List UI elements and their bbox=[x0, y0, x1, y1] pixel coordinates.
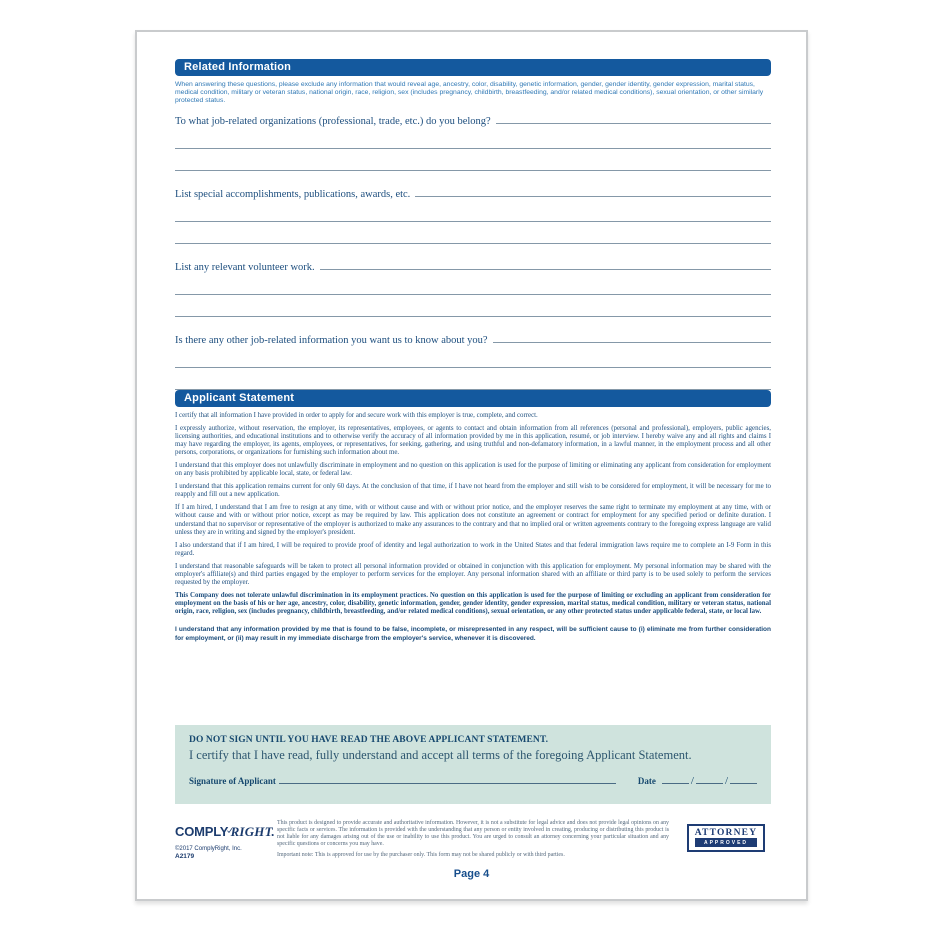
date-month-line bbox=[662, 774, 689, 784]
question-label: List special accomplishments, publications, awards, etc. bbox=[175, 189, 411, 201]
statement-paragraph: I also understand that if I am hired, I will be required to provide proof of identity and legal authorization to work in the United States and that federal immigration laws require me to complete an I-9 Form in this regard. bbox=[175, 541, 771, 557]
signature-label: Signature of Applicant bbox=[189, 776, 276, 786]
answer-line bbox=[175, 149, 771, 171]
important-note: Important note: This is approved for use by the purchaser only. This form may not be shared publicly or with third parties. bbox=[277, 852, 565, 858]
form-number: A2179 bbox=[175, 853, 195, 860]
answer-line bbox=[175, 127, 771, 149]
date-slash: / bbox=[724, 775, 728, 787]
questions bbox=[175, 113, 771, 390]
certify-statement: I certify that I have read, fully understand and accept all terms of the foregoing Applicant Statement. bbox=[189, 748, 692, 762]
badge-attorney-text: ATTORNEY bbox=[694, 828, 758, 838]
signature-box bbox=[175, 725, 771, 804]
attorney-approved-badge bbox=[687, 824, 765, 852]
applicant-statement-section bbox=[175, 390, 771, 648]
answer-line bbox=[175, 222, 771, 244]
question-row bbox=[175, 332, 771, 346]
statement-paragraph: I understand that any information provided by me that is found to be false, incomplete, or misrepresented in any respect, will be sufficient cause to (i) eliminate me from further consideration for employment, or (ii) may result in my immediate discharge from the employer's service, whenever it is discovered. bbox=[175, 626, 771, 642]
legal-disclaimer bbox=[277, 820, 669, 859]
answer-line bbox=[415, 186, 771, 197]
copyright-text: ©2017 ComplyRight, Inc. bbox=[175, 846, 242, 852]
answer-line bbox=[175, 273, 771, 295]
statement-paragraph: If I am hired, I understand that I am free to resign at any time, with or without cause and with or without prior notice, and the employer reserves the same right to terminate my employment at any time, with or without cause and with or without prior notice, except as may be required by law. This application does not constitute an agreement or contract for employment for any specified period or definite duration. I understand that no supervisor or representative of the employer is authorized to make any assurances to the contrary and that no implied oral or written agreements contrary to the foregoing express language are valid unless they are in writing and signed by the employer's president. bbox=[175, 504, 771, 536]
logo-text-right: RIGHT. bbox=[230, 824, 275, 839]
signature-line bbox=[279, 774, 616, 784]
complyright-logo bbox=[175, 821, 275, 860]
statement-paragraph: I understand that this employer does not unlawfully discriminate in employment and no question on this application is used for the purpose of limiting or eliminating any applicant from consideration for employment on any basis prohibited by applicable local, state, or federal law. bbox=[175, 462, 771, 478]
statement-paragraph: I expressly authorize, without reservation, the employer, its representatives, employees, or agents to contact and obtain information from all references (personal and professional), employers, public agencies, licensing authorities, and educational institutions and to otherwise verify the accuracy of all information provided by me in this application, resumé, or job interview. I hereby waive any and all rights and claims I may have regarding the employer, its agents, employees, or representatives, for seeking, gathering, and using truthful and non-defamatory information, in a lawful manner, in the employment process and all other persons, corporations, or organizations for furnishing such information about me. bbox=[175, 424, 771, 457]
date-year-line bbox=[730, 774, 757, 784]
answer-line bbox=[175, 200, 771, 222]
question-row bbox=[175, 186, 771, 200]
answer-line bbox=[493, 332, 771, 343]
applicant-statement-paragraphs bbox=[175, 412, 771, 643]
related-information-header bbox=[175, 59, 771, 76]
application-form-page bbox=[135, 30, 808, 901]
date-label: Date bbox=[637, 776, 656, 786]
answer-line bbox=[175, 346, 771, 368]
statement-paragraph: I understand that reasonable safeguards will be taken to protect all personal information provided or obtained in conjunction with this application for employment. My personal information may be shared with the employer's affiliate(s) and third parties engaged by the employer to perform services for the employer. Any personal information shared with an affiliate or third party is to be used solely to perform the services requested by the employer. bbox=[175, 562, 771, 587]
disclaimer-text: This product is designed to provide accurate and authoritative information. However, it is not a substitute for legal advice and does not provide legal opinions on any specific facts or services. The information is provided with the understanding that any person or entity involved in creating, producing or distributing this product is not liable for any damages arising out of the use or inability to use this product. You are urged to consult an attorney concerning your particular situation and any specific questions or concerns you may have. bbox=[277, 820, 669, 847]
answer-line bbox=[175, 368, 771, 390]
date-slash: / bbox=[690, 775, 694, 787]
badge-approved-text: APPROVED bbox=[695, 838, 757, 847]
applicant-statement-header bbox=[175, 390, 771, 407]
related-information-title: Related Information bbox=[184, 61, 292, 73]
signature-row bbox=[189, 774, 757, 787]
answer-line bbox=[496, 113, 771, 124]
question-row bbox=[175, 259, 771, 273]
question-label: To what job-related organizations (professional, trade, etc.) do you belong? bbox=[175, 116, 491, 128]
statement-paragraph: I understand that this application remains current for only 60 days. At the conclusion of that time, if I have not heard from the employer and still wish to be considered for employment, it will be necessary for me to reapply and fill out a new application. bbox=[175, 483, 771, 499]
checkmark-icon bbox=[227, 823, 232, 838]
question-label: Is there any other job-related information you want us to know about you? bbox=[175, 335, 488, 347]
statement-paragraph: I certify that all information I have provided in order to apply for and secure work with this employer is true, complete, and correct. bbox=[175, 412, 538, 419]
date-day-line bbox=[696, 774, 723, 784]
related-information-intro: When answering these questions, please exclude any information that would reveal age, ancestry, color, disability, genetic information, gender, gender identity, gender expression, marital status, medical condition, military or veteran status, national origin, race, religion, sex (includes pregnancy, childbirth, breastfeeding, and/or related medical conditions), sexual orientation, or other similarly protected status. bbox=[175, 81, 764, 105]
question-label: List any relevant volunteer work. bbox=[175, 262, 315, 274]
logo-text-comply: COMPLY bbox=[175, 824, 229, 839]
do-not-sign-warning: DO NOT SIGN UNTIL YOU HAVE READ THE ABOVE APPLICANT STATEMENT. bbox=[189, 735, 549, 745]
answer-line bbox=[175, 295, 771, 317]
applicant-statement-title: Applicant Statement bbox=[184, 392, 295, 404]
question-row bbox=[175, 113, 771, 127]
statement-paragraph: This Company does not tolerate unlawful discrimination in its employment practices. No question on this application is used for the purpose of limiting or excluding an applicant from consideration for employment on the basis of his or her age, ancestry, color, disability, genetic information, gender, gender identity, gender expression, marital status, medical condition, military or veteran status, national origin, race, religion, sex (includes pregnancy, childbirth, breastfeeding, and/or related medical conditions), sexual orientation, or any other protected status under applicable federal, state, or local law. bbox=[175, 591, 771, 616]
answer-line bbox=[320, 259, 771, 270]
page-number: Page 4 bbox=[453, 868, 490, 880]
related-information-section bbox=[175, 59, 771, 390]
